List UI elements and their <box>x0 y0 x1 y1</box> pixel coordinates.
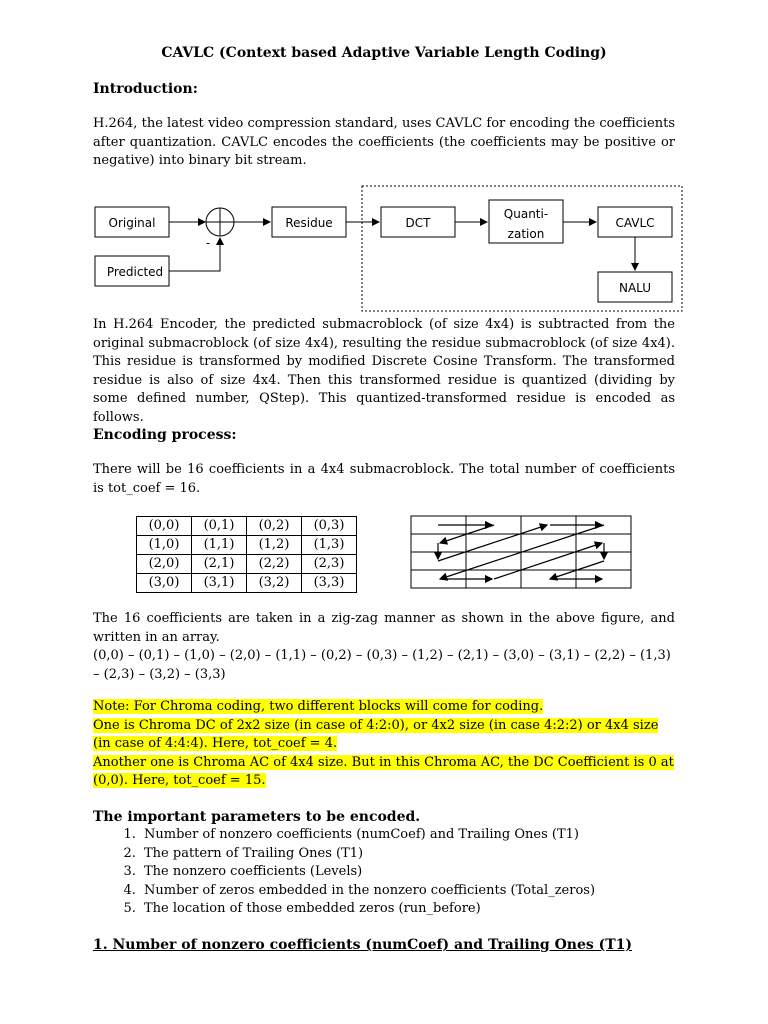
table-cell: (3,1) <box>192 574 247 593</box>
table-cell: (2,1) <box>192 555 247 574</box>
table-row <box>137 536 357 555</box>
table-cell: (1,0) <box>137 536 192 555</box>
cavlc-label: CAVLC <box>615 216 655 230</box>
table-cell: (2,2) <box>247 555 302 574</box>
table-cell: (1,1) <box>192 536 247 555</box>
table-cell: (3,3) <box>302 574 357 593</box>
predicted-to-sum-arrow <box>169 238 220 271</box>
table-cell: (1,3) <box>302 536 357 555</box>
intro-paragraph: H.264, the latest video compression standard, uses CAVLC for encoding the coefficients after quantization. CAVLC encodes the coefficients (the coefficients may be positive or negative) into binary bit stream. <box>93 116 675 168</box>
table-cell: (1,2) <box>247 536 302 555</box>
encoding-paragraph: There will be 16 coefficients in a 4x4 submacroblock. The total number of coefficients is tot_coef = 16. <box>93 462 675 496</box>
list-item: 4. Number of zeros embedded in the nonzero coefficients (Total_zeros) <box>140 882 693 901</box>
note-line-3: Another one is Chroma AC of 4x4 size. But in this Chroma AC, the DC Coefficient is 0 at (0,0). Here, tot_coef = 15. <box>93 754 674 788</box>
original-label: Original <box>108 216 156 230</box>
list-item: 5. The location of those embedded zeros (run_before) <box>140 900 693 919</box>
residue-label: Residue <box>285 216 333 230</box>
params-list <box>93 826 693 919</box>
minus-sign: - <box>205 236 211 250</box>
list-item: 2. The pattern of Trailing Ones (T1) <box>140 845 693 864</box>
table-cell: (0,1) <box>192 517 247 536</box>
zigzag-scan-figure <box>410 515 634 591</box>
table-row <box>137 574 357 593</box>
table-cell: (2,3) <box>302 555 357 574</box>
list-item: 3. The nonzero coefficients (Levels) <box>140 863 693 882</box>
note-line-1: Note: For Chroma coding, two different blocks will come for coding. <box>93 699 544 714</box>
table-cell: (0,3) <box>302 517 357 536</box>
table-cell: (0,2) <box>247 517 302 536</box>
intro-heading: Introduction: <box>93 81 198 97</box>
encoder-block-diagram <box>80 183 690 318</box>
zigzag-order: (0,0) – (0,1) – (1,0) – (2,0) – (1,1) – (0,2) – (0,3) – (1,2) – (2,1) – (3,0) – (3,1) – (2,2) – (1,3) – (2,3) – (3,2) – (3,3) <box>93 648 671 682</box>
params-heading: The important parameters to be encoded. <box>93 809 421 825</box>
chroma-note <box>93 698 675 791</box>
params-list-wrap <box>93 826 693 919</box>
dct-label: DCT <box>405 216 431 230</box>
coefficient-index-table <box>136 516 357 593</box>
predicted-label: Predicted <box>106 265 164 279</box>
list-item: 1. Number of nonzero coefficients (numCoef) and Trailing Ones (T1) <box>140 826 693 845</box>
table-row <box>137 517 357 536</box>
encoder-paragraph: In H.264 Encoder, the predicted submacroblock (of size 4x4) is subtracted from the original submacroblock (of size 4x4), resulting the residue submacroblock (of size 4x4). This residue is transformed by modified Discrete Cosine Transform. The transformed residue is also of size 4x4. Then this transformed residue is quantized (dividing by some defined number, QStep). This quantized-transformed residue is encoded as follows. <box>93 317 675 425</box>
table-cell: (3,0) <box>137 574 192 593</box>
table-row <box>137 555 357 574</box>
page-title: CAVLC (Context based Adaptive Variable Length Coding) <box>161 45 607 61</box>
table-cell: (2,0) <box>137 555 192 574</box>
section-1-heading: 1. Number of nonzero coefficients (numCoef) and Trailing Ones (T1) <box>93 937 633 953</box>
zigzag-paragraph: The 16 coefficients are taken in a zig-zag manner as shown in the above figure, and written in an array. <box>93 611 675 645</box>
quantization-label-line2: zation <box>507 227 545 241</box>
encoding-heading: Encoding process: <box>93 427 237 443</box>
note-line-2: One is Chroma DC of 2x2 size (in case of 4:2:0), or 4x2 size (in case 4:2:2) or 4x4 size (in case of 4:4:4). Here, tot_coef = 4. <box>93 717 659 751</box>
table-cell: (3,2) <box>247 574 302 593</box>
table-cell: (0,0) <box>137 517 192 536</box>
nalu-label: NALU <box>618 281 652 295</box>
quantization-label-line1: Quanti- <box>503 207 549 221</box>
